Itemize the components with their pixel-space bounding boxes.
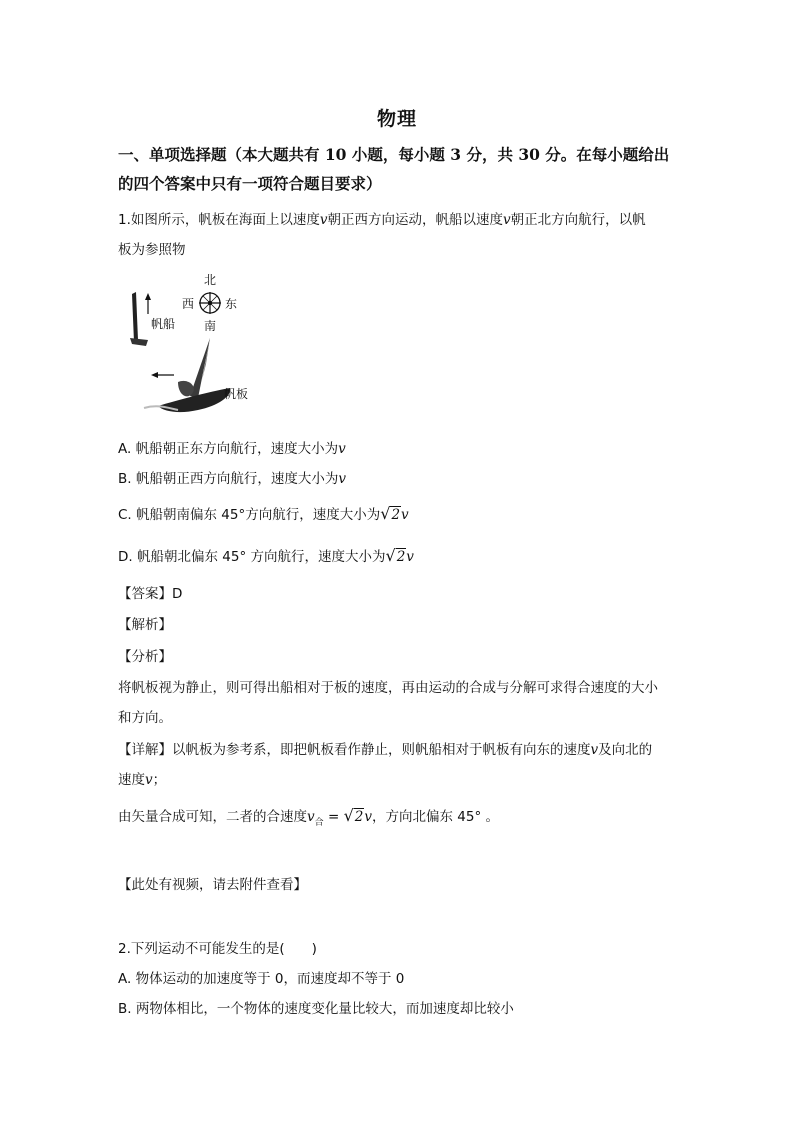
question-2-option-a: A. 物体运动的加速度等于 0，而速度却不等于 0 <box>118 971 405 987</box>
detail-line2: 速度v； <box>118 772 167 788</box>
boat-label: 帆船 <box>151 317 176 331</box>
compass-rose-icon <box>199 292 221 314</box>
fenxi-line1: 将帆板视为静止，则可得出船相对于板的速度，再由运动的合成与分解可求得合速度的大小 <box>118 680 658 696</box>
answer-value: D <box>172 586 183 602</box>
detail-line3: 由矢量合成可知，二者的合速度$v_合 = √2v$，方向北偏东 45° 。 <box>118 806 500 828</box>
compass-east-label: 东 <box>225 297 238 311</box>
answer-label: 【答案】 <box>118 586 172 602</box>
board-label: 帆板 <box>224 387 249 401</box>
question-1-option-d: D. 帆船朝北偏东 45° 方向航行，速度大小为√2v <box>118 546 414 565</box>
question-2-option-b: B. 两物体相比，一个物体的速度变化量比较大，而加速度却比较小 <box>118 1001 514 1017</box>
west-arrow-icon <box>151 372 174 378</box>
question-1-option-a: A. 帆船朝正东方向航行，速度大小为v <box>118 441 346 457</box>
sqrt-symbol: √ <box>385 546 396 565</box>
fenxi-line2: 和方向。 <box>118 710 172 726</box>
answer-line <box>118 582 182 602</box>
section-heading: 一、单项选择题（本大题共有 10 小题，每小题 3 分，共 30 分。在每小题给出的四个答案中只有一项符合题目要求） <box>118 145 670 193</box>
analysis-label: 【解析】 <box>118 617 172 633</box>
question-1-option-b: B. 帆船朝正西方向航行，速度大小为v <box>118 471 346 487</box>
question-1-option-c: C. 帆船朝南偏东 45°方向航行，速度大小为√2v <box>118 504 409 523</box>
detail-label: 【详解】 <box>118 742 172 758</box>
video-note: 【此处有视频，请去附件查看】 <box>118 877 307 893</box>
compass-west-label: 西 <box>182 297 195 311</box>
north-arrow-icon <box>145 293 151 314</box>
sailboat-drawing <box>130 292 148 346</box>
question-1-stem-line1: 1.如图所示，帆板在海面上以速度v朝正西方向运动，帆船以速度v朝正北方向航行，以帆 <box>118 212 646 228</box>
detail-line1: 【详解】以帆板为参考系，即把帆板看作静止，则帆船相对于帆板有向东的速度v及向北的 <box>118 742 653 758</box>
question-1-figure <box>118 268 258 418</box>
question-2-stem: 2.下列运动不可能发生的是( ) <box>118 941 317 957</box>
sqrt-symbol: √ <box>343 806 354 825</box>
page-title: 物理 <box>376 108 417 130</box>
compass-north-label: 北 <box>204 273 217 287</box>
fenxi-label: 【分析】 <box>118 649 172 665</box>
question-1-stem-line2: 板为参照物 <box>118 242 186 258</box>
sqrt-symbol: √ <box>380 504 391 523</box>
compass-south-label: 南 <box>204 319 217 333</box>
sailing-figure-illustration <box>118 268 258 418</box>
